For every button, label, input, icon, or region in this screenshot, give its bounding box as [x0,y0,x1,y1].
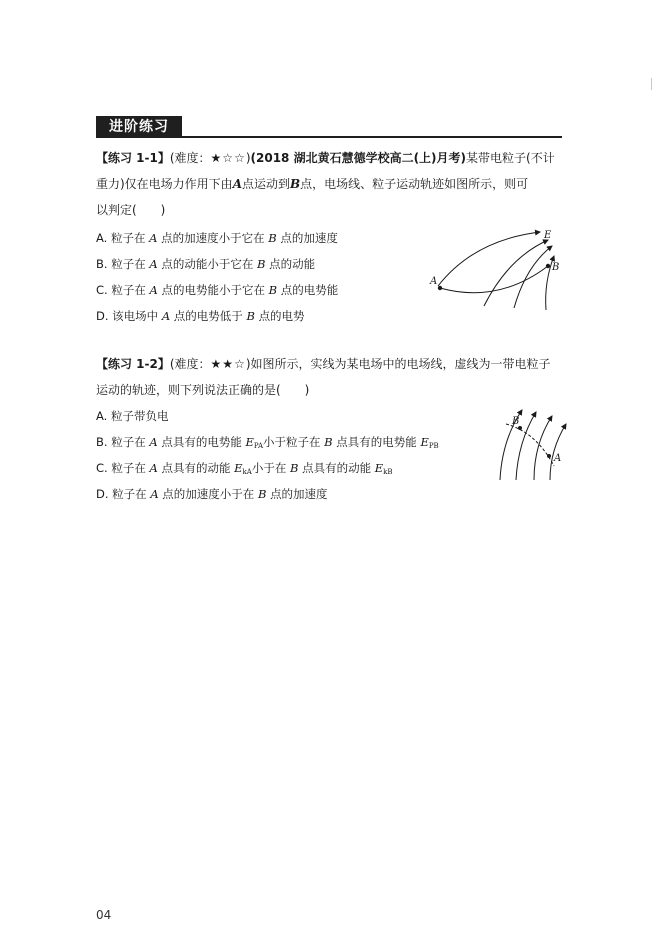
ex1-line2-c: 点，电场线、粒子运动轨迹如图所示，则可 [300,177,529,191]
ex2-figure [492,404,572,482]
section-title: 进阶练习 [96,116,182,138]
ex2-field-line-3 [534,416,552,480]
ex2-point-a-dot [547,454,551,458]
ex2-label-a: A [554,453,562,464]
page-number: 04 [96,908,112,922]
ex1-point-b-dot [546,264,550,268]
ex1-tag: 【练习 1-1】 [96,151,170,165]
ex1-point-a-dot [438,286,442,290]
ex1-difficulty-stars: ★☆☆ [210,151,246,165]
ex1-line-3: 以判定( ) [96,203,166,217]
ex1-source: (2018 湖北黄石慧德学校高二(上)月考) [250,151,467,165]
ex2-difficulty-prefix: (难度： [169,357,211,371]
ex2-option-b: B. 粒子在 A 点具有的电势能 $E_{PA}$小于粒子在 B 点具有的电势能 $E_{PB}$ [96,435,439,450]
ex1-stem-a: 某带电粒子(不计 [466,151,555,165]
corner-mark [651,78,652,90]
ex2-line-2: 运动的轨迹，则下列说法正确的是( ) [96,383,310,397]
ex1-line2-b: 点运动到 [242,177,291,191]
ex2-option-d: D. 粒子在 A 点的加速度小于在 B 点的加速度 [96,487,328,501]
ex2-trajectory [506,424,554,466]
ex2-difficulty-stars: ★★☆ [210,357,246,371]
ex1-option-c: C. 粒子在 A 点的电势能小于它在 B 点的电势能 [96,283,339,297]
ex1-option-b: B. 粒子在 A 点的动能小于它在 B 点的动能 [96,257,316,271]
ex1-figure [428,224,578,312]
ex1-difficulty-suffix: ) [245,151,251,165]
section-header [96,116,562,138]
ex1-option-a: A. 粒子在 A 点的加速度小于它在 B 点的加速度 [96,231,338,245]
ex2-option-c: C. 粒子在 A 点具有的动能 $E_{kA}$小于在 B 点具有的动能 $E_{kB}$ [96,461,393,476]
ex1-difficulty-prefix: (难度： [169,151,211,165]
ex1-line-2 [96,176,528,192]
ex1-line-1 [96,150,555,166]
ex2-difficulty-suffix: ) [245,357,251,371]
ex1-option-d: D. 该电场中 A 点的电势低于 B 点的电势 [96,309,305,323]
ex1-point-a: A [232,177,242,191]
ex2-line-1 [96,356,551,372]
ex1-label-e: E [544,230,552,241]
ex1-label-a: A [430,276,438,287]
ex2-stem-a: 如图所示，实线为某电场中的电场线，虚线为一带电粒子 [250,357,551,371]
section-rule [96,136,562,138]
ex2-field-line-4 [550,424,566,480]
ex1-field-line-3 [514,246,552,308]
ex2-label-b: B [512,416,520,427]
ex1-label-b: B [552,262,560,273]
ex2-option-a: A. 粒子带负电 [96,409,169,423]
ex1-line2-a: 重力)仅在电场力作用下由 [96,177,233,191]
ex1-field-line-1 [438,232,540,286]
ex1-point-b: B [290,177,301,191]
ex2-tag: 【练习 1-2】 [96,357,170,371]
